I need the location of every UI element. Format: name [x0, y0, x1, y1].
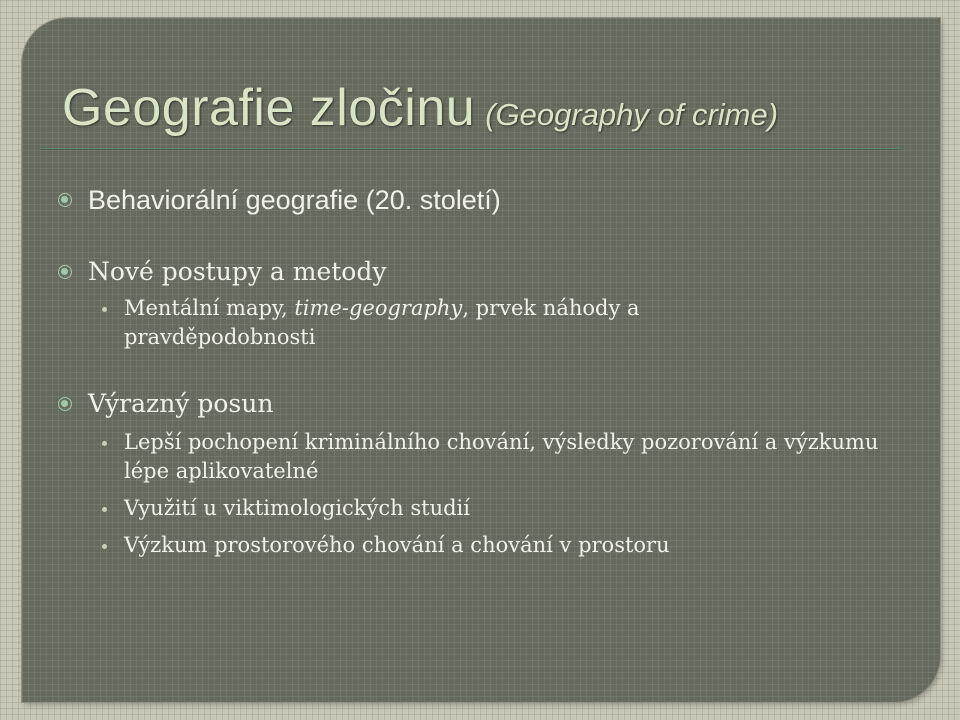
bullet-item	[52, 184, 892, 216]
sub-bullet-text: Výzkum prostorového chování a chování v prostoru	[124, 533, 670, 557]
sub-bullet-text-italic: time-geography	[294, 296, 463, 320]
circle-bullet-icon	[58, 397, 72, 411]
sub-bullet-text-start: Mentální mapy,	[124, 296, 295, 320]
sub-bullet-text: Využití u viktimologických studií	[124, 496, 470, 520]
sub-bullet-item	[52, 531, 892, 560]
title-main: Geografie zločinu	[62, 79, 476, 137]
sub-bullet-text-end: , prvek náhody a pravděpodobnosti	[124, 296, 640, 349]
slide-title	[62, 78, 778, 138]
sub-bullet-item	[52, 428, 924, 486]
sub-bullet-item	[52, 494, 892, 523]
bullet-text: Nové postupy a metody	[88, 257, 387, 286]
circle-bullet-icon	[58, 265, 72, 279]
bullet-text: Behaviorální geografie (20. století)	[88, 185, 501, 215]
dot-bullet-icon	[102, 544, 107, 549]
dot-bullet-icon	[102, 307, 107, 312]
title-divider	[40, 148, 900, 149]
dot-bullet-icon	[102, 507, 107, 512]
dot-bullet-icon	[102, 441, 107, 446]
title-subtitle: (Geography of crime)	[485, 97, 779, 132]
bullet-item	[52, 256, 892, 288]
sub-bullet-item	[52, 294, 764, 352]
bullet-list	[52, 176, 892, 560]
bullet-item	[52, 388, 892, 420]
circle-bullet-icon	[58, 193, 72, 207]
bullet-text: Výrazný posun	[88, 389, 274, 418]
sub-bullet-text: Lepší pochopení kriminálního chování, výsledky pozorování a výzkumu lépe aplikovatelné	[124, 430, 879, 483]
